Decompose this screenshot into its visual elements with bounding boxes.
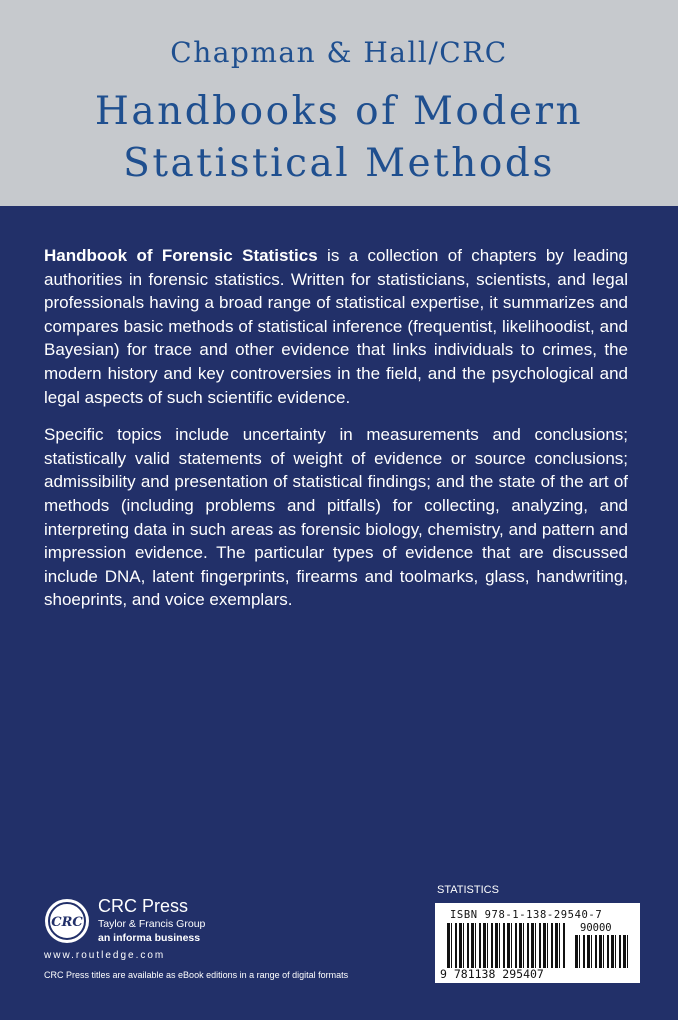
barcode-addon-number: 90000 bbox=[580, 922, 612, 934]
logo-text: CRC bbox=[51, 915, 83, 930]
series-title-line-1: Handbooks of Modern bbox=[94, 89, 584, 134]
book-description bbox=[44, 244, 628, 626]
barcode-bar bbox=[551, 923, 553, 968]
barcode-bar bbox=[611, 935, 614, 968]
barcode-bar bbox=[539, 923, 541, 968]
barcode-bar bbox=[547, 923, 548, 968]
barcode-bar bbox=[563, 923, 565, 968]
main-barcode-bars bbox=[447, 923, 565, 968]
barcode-bar bbox=[455, 923, 457, 968]
barcode-digits: 9 781138 295407 bbox=[440, 967, 544, 981]
barcode-bar bbox=[475, 923, 476, 968]
book-title: Handbook of Forensic Statistics bbox=[44, 246, 318, 265]
barcode-bar bbox=[603, 935, 604, 968]
barcode-bar bbox=[583, 935, 585, 968]
barcode-bar bbox=[591, 935, 592, 968]
barcode-bar bbox=[491, 923, 493, 968]
barcode-bar bbox=[495, 923, 498, 968]
barcode-bar bbox=[515, 923, 517, 968]
isbn-label: ISBN 978-1-138-29540-7 bbox=[450, 909, 603, 921]
barcode-bar bbox=[531, 923, 534, 968]
barcode-bar bbox=[451, 923, 452, 968]
description-paragraph-2: Specific topics include uncertainty in measurements and conclusions; statistically valid statements of weight of evidence or source conclusions; admissibility and presentation of statistical findings; and the state of the art of methods (including problems and pitfalls) for collecting, analyzing, and interpreting data in such areas as forensic biology, chemistry, and pattern and impression evidence. The particular types of evidence that are discussed include DNA, latent fingerprints, firearms and toolmarks, glass, handwriting, shoeprints, and voice exemplars. bbox=[44, 425, 628, 610]
barcode-bar bbox=[479, 923, 481, 968]
barcode-bar bbox=[447, 923, 450, 968]
series-publisher-line: Chapman & Hall/CRC bbox=[170, 36, 508, 69]
barcode-bar bbox=[595, 935, 597, 968]
description-paragraph-1-text: is a collection of chapters by leading authorities in forensic statistics. Written for statisticians, scientists, and legal professionals having a broad range of statistical expertise, it summarizes and compares basic methods of statistical inference (frequentist, likelihoodist, and Bayesian) for trace and other evidence that links individuals to crimes, the modern history and key controversies in the field, and the psychological and legal aspects of such scientific evidence. bbox=[44, 246, 628, 407]
barcode-bar bbox=[615, 935, 616, 968]
barcode-bar bbox=[619, 935, 621, 968]
barcode-bar bbox=[587, 935, 590, 968]
publisher-group: Taylor & Francis Group bbox=[98, 918, 206, 930]
series-title-line-2: Statistical Methods bbox=[123, 141, 555, 186]
barcode-bar bbox=[511, 923, 512, 968]
addon-barcode-bars bbox=[575, 935, 630, 968]
barcode-bar bbox=[627, 935, 628, 968]
barcode-bar bbox=[543, 923, 546, 968]
barcode-bar bbox=[519, 923, 522, 968]
ebook-note: CRC Press titles are available as eBook editions in a range of digital formats bbox=[44, 970, 349, 980]
description-paragraph-1 bbox=[44, 244, 628, 409]
barcode-bar bbox=[555, 923, 558, 968]
barcode-bar bbox=[503, 923, 505, 968]
barcode-bar bbox=[523, 923, 524, 968]
barcode-bar bbox=[459, 923, 462, 968]
barcode-bar bbox=[623, 935, 626, 968]
series-title bbox=[0, 86, 678, 190]
series-banner bbox=[0, 0, 678, 206]
barcode-bar bbox=[579, 935, 580, 968]
publisher-name: CRC Press bbox=[98, 896, 189, 916]
publisher-business: an informa business bbox=[98, 932, 201, 944]
barcode-bar bbox=[575, 935, 578, 968]
barcode-bar bbox=[607, 935, 609, 968]
barcode-bar bbox=[467, 923, 469, 968]
barcode-bar bbox=[599, 935, 602, 968]
subject-category: STATISTICS bbox=[437, 884, 499, 896]
barcode-bar bbox=[499, 923, 500, 968]
barcode-bar bbox=[463, 923, 464, 968]
barcode-bar bbox=[507, 923, 510, 968]
publisher-website: www.routledge.com bbox=[44, 950, 166, 961]
crc-logo-icon bbox=[44, 898, 90, 944]
barcode-bar bbox=[471, 923, 474, 968]
barcode-bar bbox=[487, 923, 488, 968]
barcode-bar bbox=[559, 923, 560, 968]
barcode-bar bbox=[535, 923, 536, 968]
barcode-bar bbox=[483, 923, 486, 968]
isbn-barcode bbox=[435, 903, 640, 983]
barcode-bar bbox=[527, 923, 529, 968]
